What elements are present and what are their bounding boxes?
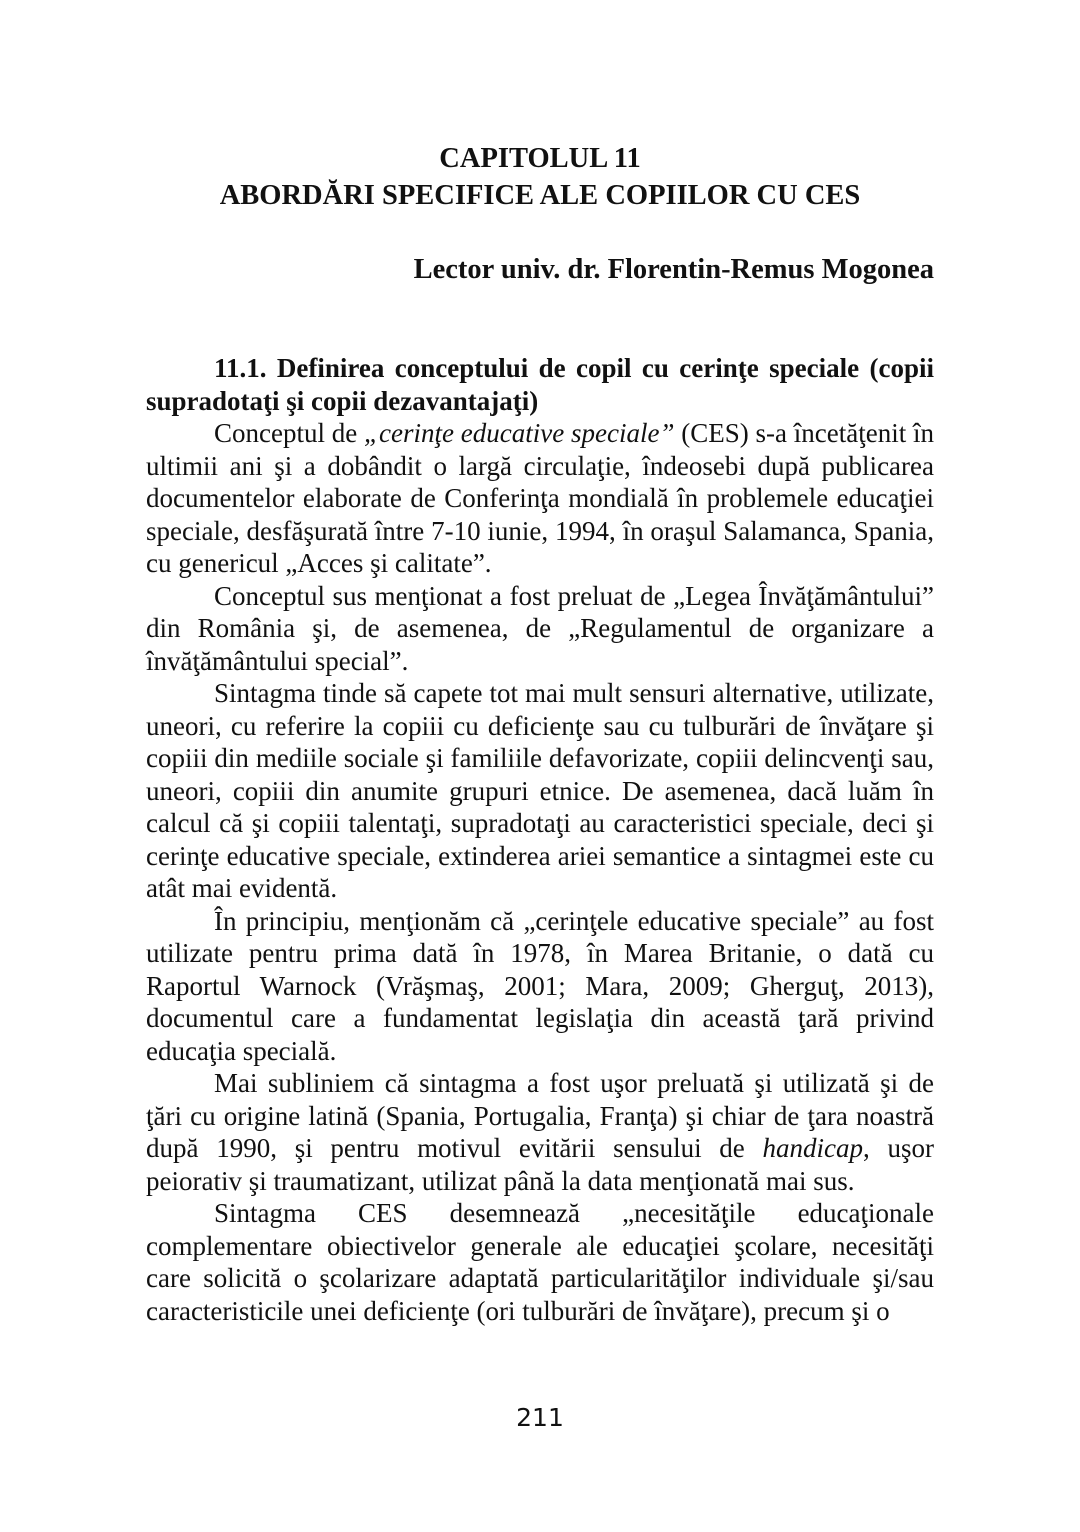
paragraph-5-term: handicap — [762, 1133, 864, 1163]
paragraph-1-rest: (CES) s-a încetăţenit în ultimii ani şi a dobândit o largă circulaţie, îndeosebi după publicarea documentelor elaborate de Conferinţa mondială în problemele educaţiei speciale, desfăşurată între 7-10 iunie, 1994, în oraşul Salamanca, Spania, cu genericul „Acces şi calitate”. — [146, 418, 934, 578]
paragraph-1-start: Conceptul de — [214, 418, 365, 448]
chapter-heading — [146, 140, 934, 214]
paragraph-5-rest: , uşor peiorativ şi traumatizant, utilizat până la data menţionată mai sus. — [146, 1133, 934, 1196]
paragraph-6: Sintagma CES desemnează „necesităţile educaţionale complementare obiectivelor generale ale educaţiei şcolare, necesităţi care solicită o şcolarizare adaptată particularităţilor individuale şi/sau caracteristicile unei deficienţe (ori tulburări de învăţare), precum şi o — [146, 1198, 934, 1326]
page-number: 211 — [516, 1403, 564, 1432]
paragraph-1-term: „cerinţe educative speciale” — [364, 418, 675, 448]
chapter-number: CAPITOLUL 11 — [439, 143, 641, 174]
paragraph-5-start: Mai subliniem că sintagma a fost uşor preluată şi utilizată şi de ţări cu origine latină (Spania, Portugalia, Franţa) şi chiar de ţara noastră după 1990, şi pentru motivul evitării sensului de — [146, 1068, 934, 1163]
paragraph-1 — [146, 417, 934, 580]
page-body — [146, 140, 934, 1327]
author-line: Lector univ. dr. Florentin-Remus Mogonea — [413, 254, 934, 285]
paragraph-2: Conceptul sus menţionat a fost preluat de „Legea Învăţământului” din România şi, de asemenea, de „Regulamentul de organizare a învăţământului special”. — [146, 580, 934, 676]
section-title: 11.1. Definirea conceptului de copil cu cerinţe speciale (copii supradotaţi şi copii dezavantajaţi) — [146, 353, 934, 416]
paragraph-4: În principiu, menţionăm că „cerinţele educative speciale” au fost utilizate pentru prima dată în 1978, în Marea Britanie, o dată cu Raportul Warnock (Vrăşmaş, 2001; Mara, 2009; Gherguţ, 2013), documentul care a fundamentat legislaţia din această ţară privind educaţia specială. — [146, 905, 934, 1066]
chapter-title: ABORDĂRI SPECIFICE ALE COPIILOR CU CES — [219, 180, 861, 211]
paragraph-5 — [146, 1067, 934, 1197]
paragraph-3: Sintagma tinde să capete tot mai mult sensuri alternative, utilizate, uneori, cu referire la copiii cu deficienţe sau cu tulburări de învăţare şi copiii din mediile sociale şi familiile defavorizate, copiii delincvenţi sau, uneori, copiii din anumite grupuri etnice. De asemenea, dacă luăm în calcul că şi copiii talentaţi, supradotaţi au caracteristici speciale, deci şi cerinţe educative speciale, extinderea ariei semantice a sintagmei este cu atât mai evidentă. — [146, 678, 934, 903]
